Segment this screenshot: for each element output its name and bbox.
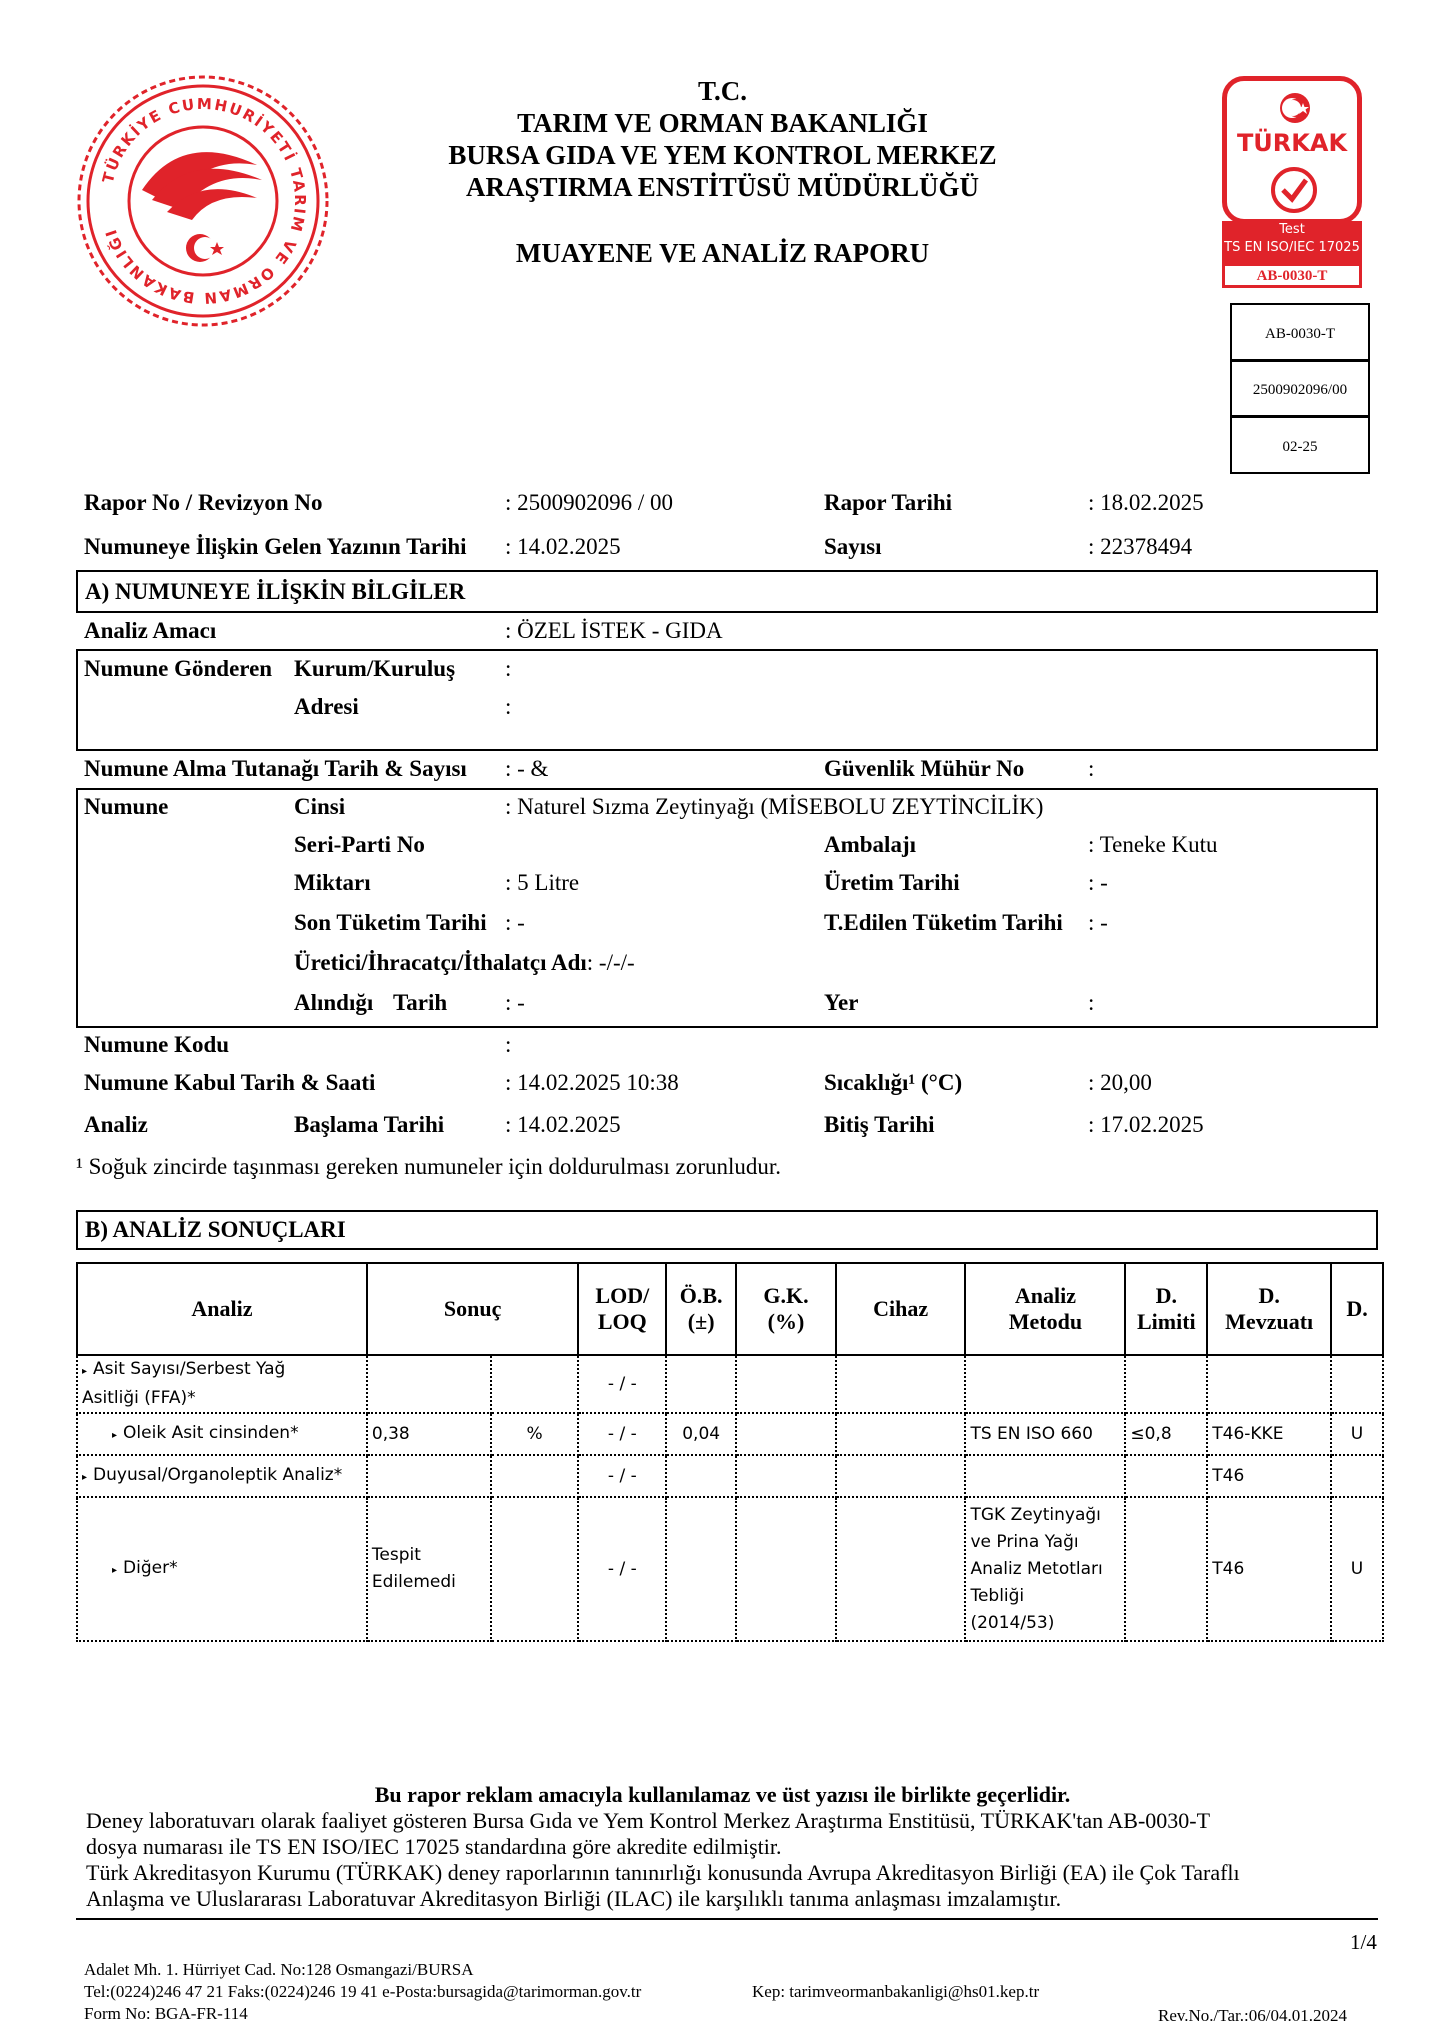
row-regulation: T46 [1207, 1497, 1331, 1641]
col-regulation-line1: D. [1258, 1283, 1280, 1308]
col-d: D. [1331, 1263, 1383, 1355]
report-title: MUAYENE VE ANALİZ RAPORU [515, 238, 930, 268]
sample-code-label: Numune Kodu [84, 1032, 230, 1057]
row-unit [491, 1497, 579, 1641]
row-method-line2: ve Prina Yağı [970, 1531, 1079, 1552]
row-limit: ≤0,8 [1125, 1413, 1207, 1455]
col-lod-line1: LOD/ [595, 1283, 650, 1308]
row-method [965, 1355, 1125, 1413]
start-date-value: : 14.02.2025 [505, 1112, 621, 1137]
row-method [965, 1497, 1125, 1641]
row-gk [736, 1497, 836, 1641]
col-method-line1: Analiz [1014, 1283, 1076, 1308]
footer-form-no: Form No: BGA-FR-114 [84, 2004, 248, 2023]
row-method: TS EN ISO 660 [965, 1413, 1125, 1455]
address-label: Adresi [294, 694, 359, 719]
taken-date-value: : - [505, 990, 525, 1015]
producer-row [294, 950, 635, 976]
footer-notice: Bu rapor reklam amacıyla kullanılamaz ve üst yazısı ile birlikte geçerlidir. [374, 1782, 1071, 1807]
results-header-row [77, 1263, 1383, 1355]
section-a-header [76, 570, 1378, 613]
results-table [76, 1262, 1384, 1642]
row-device [836, 1413, 966, 1455]
producer-value: : -/-/- [586, 950, 635, 975]
section-b-title: B) ANALİZ SONUÇLARI [85, 1217, 346, 1242]
row-device [836, 1497, 966, 1641]
row-analysis-line2: Asitliği (FFA)* [82, 1388, 196, 1408]
row-d [1331, 1455, 1383, 1497]
footer-kep: Kep: tarimveormanbakanligi@hs01.kep.tr [752, 1982, 1040, 2001]
footer-paragraph-4: Anlaşma ve Uluslararası Laboratuvar Akreditasyon Birliği (ILAC) ile karşılıklı tanıma anlaşması imzalamıştır. [86, 1886, 1062, 1911]
report-date-value: : 18.02.2025 [1088, 490, 1204, 515]
triangle-bullet-icon: ▸ [112, 1429, 118, 1441]
row-value [367, 1455, 491, 1497]
sample-box [76, 788, 1378, 1028]
row-unit [491, 1455, 579, 1497]
place-label: Yer [824, 990, 859, 1015]
footer-revision: Rev.No./Tar.:06/04.01.2024 [1158, 2006, 1347, 2025]
row-analysis-line1: Oleik Asit cinsinden* [123, 1422, 299, 1443]
amount-label: Miktarı [294, 870, 371, 895]
row-regulation [1207, 1355, 1331, 1413]
row-value [367, 1497, 491, 1641]
row-ob [666, 1355, 736, 1413]
package-value: : Teneke Kutu [1088, 832, 1218, 857]
end-date-value: : 17.02.2025 [1088, 1112, 1204, 1137]
col-limit-line1: D. [1155, 1283, 1177, 1308]
row-gk [736, 1355, 836, 1413]
col-device: Cihaz [836, 1263, 966, 1355]
row-method-line3: Analiz Metotları [970, 1558, 1103, 1579]
row-device [836, 1355, 966, 1413]
row-analysis [77, 1455, 367, 1497]
protocol-label: Numune Alma Tutanağı Tarih & Sayısı [84, 756, 467, 781]
col-analysis: Analiz [77, 1263, 367, 1355]
type-label: Cinsi [294, 794, 346, 819]
checkmark-icon [1269, 165, 1319, 215]
stamp-report-box [1230, 360, 1370, 417]
table-row [77, 1355, 1383, 1413]
row-ob [666, 1455, 736, 1497]
best-before-label: T.Edilen Tüketim Tarihi [824, 910, 1063, 935]
table-row [77, 1455, 1383, 1497]
row-d: U [1331, 1413, 1383, 1455]
protocol-value: : - & [505, 756, 549, 781]
org-value: : [505, 656, 512, 681]
col-lod [578, 1263, 666, 1355]
col-method-line2: Metodu [1008, 1309, 1083, 1334]
col-regulation [1207, 1263, 1331, 1355]
turkak-standard: TS EN ISO/IEC 17025 [1224, 240, 1360, 255]
letter-count-value: : 22378494 [1088, 534, 1193, 559]
footer-paragraph-1: Deney laboratuvarı olarak faaliyet gösteren Bursa Gıda ve Yem Kontrol Merkez Araştırma Enstitüsü, TÜRKAK'tan AB-0030-T [86, 1808, 1211, 1833]
row-value: 0,38 [367, 1413, 491, 1455]
accept-label: Numune Kabul Tarih & Saati [84, 1070, 376, 1095]
row-limit [1125, 1455, 1207, 1497]
lot-label: Seri-Parti No [294, 832, 425, 857]
seal-text: TÜRKİYE CUMHURİYETİ TARIM VE ORMAN BAKANLIĞI [98, 94, 310, 308]
report-date-label: Rapor Tarihi [824, 490, 953, 515]
row-regulation: T46-KKE [1207, 1413, 1331, 1455]
package-label: Ambalajı [824, 832, 916, 857]
col-method [965, 1263, 1125, 1355]
org-label: Kurum/Kuruluş [294, 656, 456, 681]
row-d [1331, 1355, 1383, 1413]
purpose-value: : ÖZEL İSTEK - GIDA [505, 618, 723, 643]
section-a-title: A) NUMUNEYE İLİŞKİN BİLGİLER [85, 579, 466, 604]
type-value: : Naturel Sızma Zeytinyağı (MİSEBOLU ZEYTİNCİLİK) [505, 794, 1044, 819]
security-seal-label: Güvenlik Mühür No [824, 756, 1025, 781]
amount-value: : 5 Litre [505, 870, 580, 895]
expiry-value: : - [505, 910, 525, 935]
row-lod: - / - [578, 1497, 666, 1641]
section-b-header [76, 1210, 1378, 1250]
row-unit [491, 1355, 579, 1413]
producer-label: Üretici/İhracatçı/İthalatçı Adı [294, 950, 587, 975]
place-value: : [1088, 990, 1095, 1015]
header-directorate: ARAŞTIRMA ENSTİTÜSÜ MÜDÜRLÜĞÜ [465, 172, 980, 202]
col-ob [666, 1263, 736, 1355]
footer-paragraph-3: Türk Akreditasyon Kurumu (TÜRKAK) deney raporlarının tanınırlığı konusunda Avrupa Akreditasyon Birliği (EA) ile Çok Taraflı [86, 1860, 1240, 1885]
turkak-logo-text: TÜRKAK [1236, 129, 1348, 157]
letter-date-label: Numuneye İlişkin Gelen Yazının Tarihi [84, 534, 467, 559]
row-analysis-line1: Asit Sayısı/Serbest Yağ [93, 1359, 286, 1379]
production-date-label: Üretim Tarihi [824, 870, 960, 895]
sample-label: Numune [84, 794, 169, 819]
row-limit [1125, 1497, 1207, 1641]
row-device [836, 1455, 966, 1497]
row-lod: - / - [578, 1413, 666, 1455]
turkak-moon-icon [1275, 91, 1315, 125]
sender-label: Numune Gönderen [84, 656, 273, 681]
row-method [965, 1455, 1125, 1497]
stamp-accreditation-box [1230, 303, 1370, 361]
temperature-value: : 20,00 [1088, 1070, 1152, 1095]
row-method-line5: (2014/53) [970, 1612, 1055, 1633]
stamp-accreditation: AB-0030-T [1265, 326, 1335, 342]
triangle-bullet-icon: ▸ [112, 1564, 118, 1576]
col-gk-line2: (%) [767, 1309, 805, 1334]
col-ob-line1: Ö.B. [679, 1283, 723, 1308]
table-row [77, 1497, 1383, 1641]
best-before-value: : - [1088, 910, 1108, 935]
analysis-label: Analiz [84, 1112, 148, 1137]
row-d: U [1331, 1497, 1383, 1641]
footer-divider [76, 1918, 1378, 1920]
row-ob [666, 1497, 736, 1641]
production-date-value: : - [1088, 870, 1108, 895]
footer-contact: Tel:(0224)246 47 21 Faks:(0224)246 19 41 e-Posta:bursagida@tarimorman.gov.tr [84, 1982, 642, 2001]
purpose-label: Analiz Amacı [84, 618, 217, 643]
row-analysis [77, 1355, 367, 1413]
row-ob: 0,04 [666, 1413, 736, 1455]
row-value-line2: Edilemedi [371, 1572, 456, 1592]
col-limit-line2: Limiti [1136, 1309, 1196, 1334]
header-ministry: TARIM VE ORMAN BAKANLIĞI [517, 108, 928, 138]
row-analysis-line1: Duyusal/Organoleptik Analiz* [93, 1464, 343, 1485]
col-limit [1125, 1263, 1207, 1355]
report-no-value: : 2500902096 / 00 [505, 490, 674, 515]
col-lod-line2: LOQ [597, 1309, 647, 1334]
row-lod: - / - [578, 1355, 666, 1413]
letter-count-label: Sayısı [824, 534, 882, 559]
turkak-accreditation: AB-0030-T [1222, 263, 1362, 288]
row-regulation: T46 [1207, 1455, 1331, 1497]
col-result: Sonuç [367, 1263, 579, 1355]
turkak-logo [1222, 76, 1362, 288]
row-method-line4: Tebliği [970, 1585, 1025, 1606]
cold-chain-footnote: ¹ Soğuk zincirde taşınması gereken numuneler için doldurulması zorunludur. [76, 1154, 782, 1179]
page-number: 1/4 [1350, 1930, 1377, 1954]
stamp-date-box [1230, 416, 1370, 474]
temperature-label: Sıcaklığı¹ (°C) [824, 1070, 963, 1095]
turkak-test-label: Test [1279, 222, 1305, 237]
stamp-report-no: 2500902096/00 [1252, 382, 1348, 398]
table-row [77, 1413, 1383, 1455]
report-no-label: Rapor No / Revizyon No [84, 490, 323, 515]
footer-paragraph-2: dosya numarası ile TS EN ISO/IEC 17025 standardına göre akredite edilmiştir. [86, 1834, 782, 1859]
row-gk [736, 1413, 836, 1455]
triangle-bullet-icon: ▸ [82, 1471, 88, 1483]
row-lod: - / - [578, 1455, 666, 1497]
taken-date-label: Tarih [393, 990, 448, 1015]
start-date-label: Başlama Tarihi [294, 1112, 445, 1137]
header-tc: T.C. [697, 76, 747, 106]
row-value-line1: Tespit [371, 1545, 421, 1565]
expiry-label: Son Tüketim Tarihi [294, 910, 487, 935]
col-gk-line1: G.K. [763, 1283, 809, 1308]
security-seal-value: : [1088, 756, 1095, 781]
header-institute: BURSA GIDA VE YEM KONTROL MERKEZ [448, 140, 997, 170]
row-analysis [77, 1413, 367, 1455]
taken-label: Alındığı [294, 990, 374, 1015]
accept-value: : 14.02.2025 10:38 [505, 1070, 679, 1095]
row-analysis-line1: Diğer* [123, 1557, 178, 1578]
col-ob-line2: (±) [687, 1309, 715, 1334]
sample-code-value: : [505, 1032, 512, 1057]
stamp-date: 02-25 [1282, 439, 1318, 455]
end-date-label: Bitiş Tarihi [824, 1112, 935, 1137]
address-value: : [505, 694, 512, 719]
row-unit: % [491, 1413, 579, 1455]
row-limit [1125, 1355, 1207, 1413]
row-gk [736, 1455, 836, 1497]
letter-date-value: : 14.02.2025 [505, 534, 621, 559]
row-method-line1: TGK Zeytinyağı [970, 1504, 1101, 1525]
col-regulation-line2: Mevzuatı [1225, 1309, 1314, 1334]
row-analysis [77, 1497, 367, 1641]
triangle-bullet-icon: ▸ [82, 1366, 88, 1377]
footer-address: Adalet Mh. 1. Hürriyet Cad. No:128 Osmangazi/BURSA [84, 1960, 474, 1979]
col-gk [736, 1263, 836, 1355]
row-value [367, 1355, 491, 1413]
